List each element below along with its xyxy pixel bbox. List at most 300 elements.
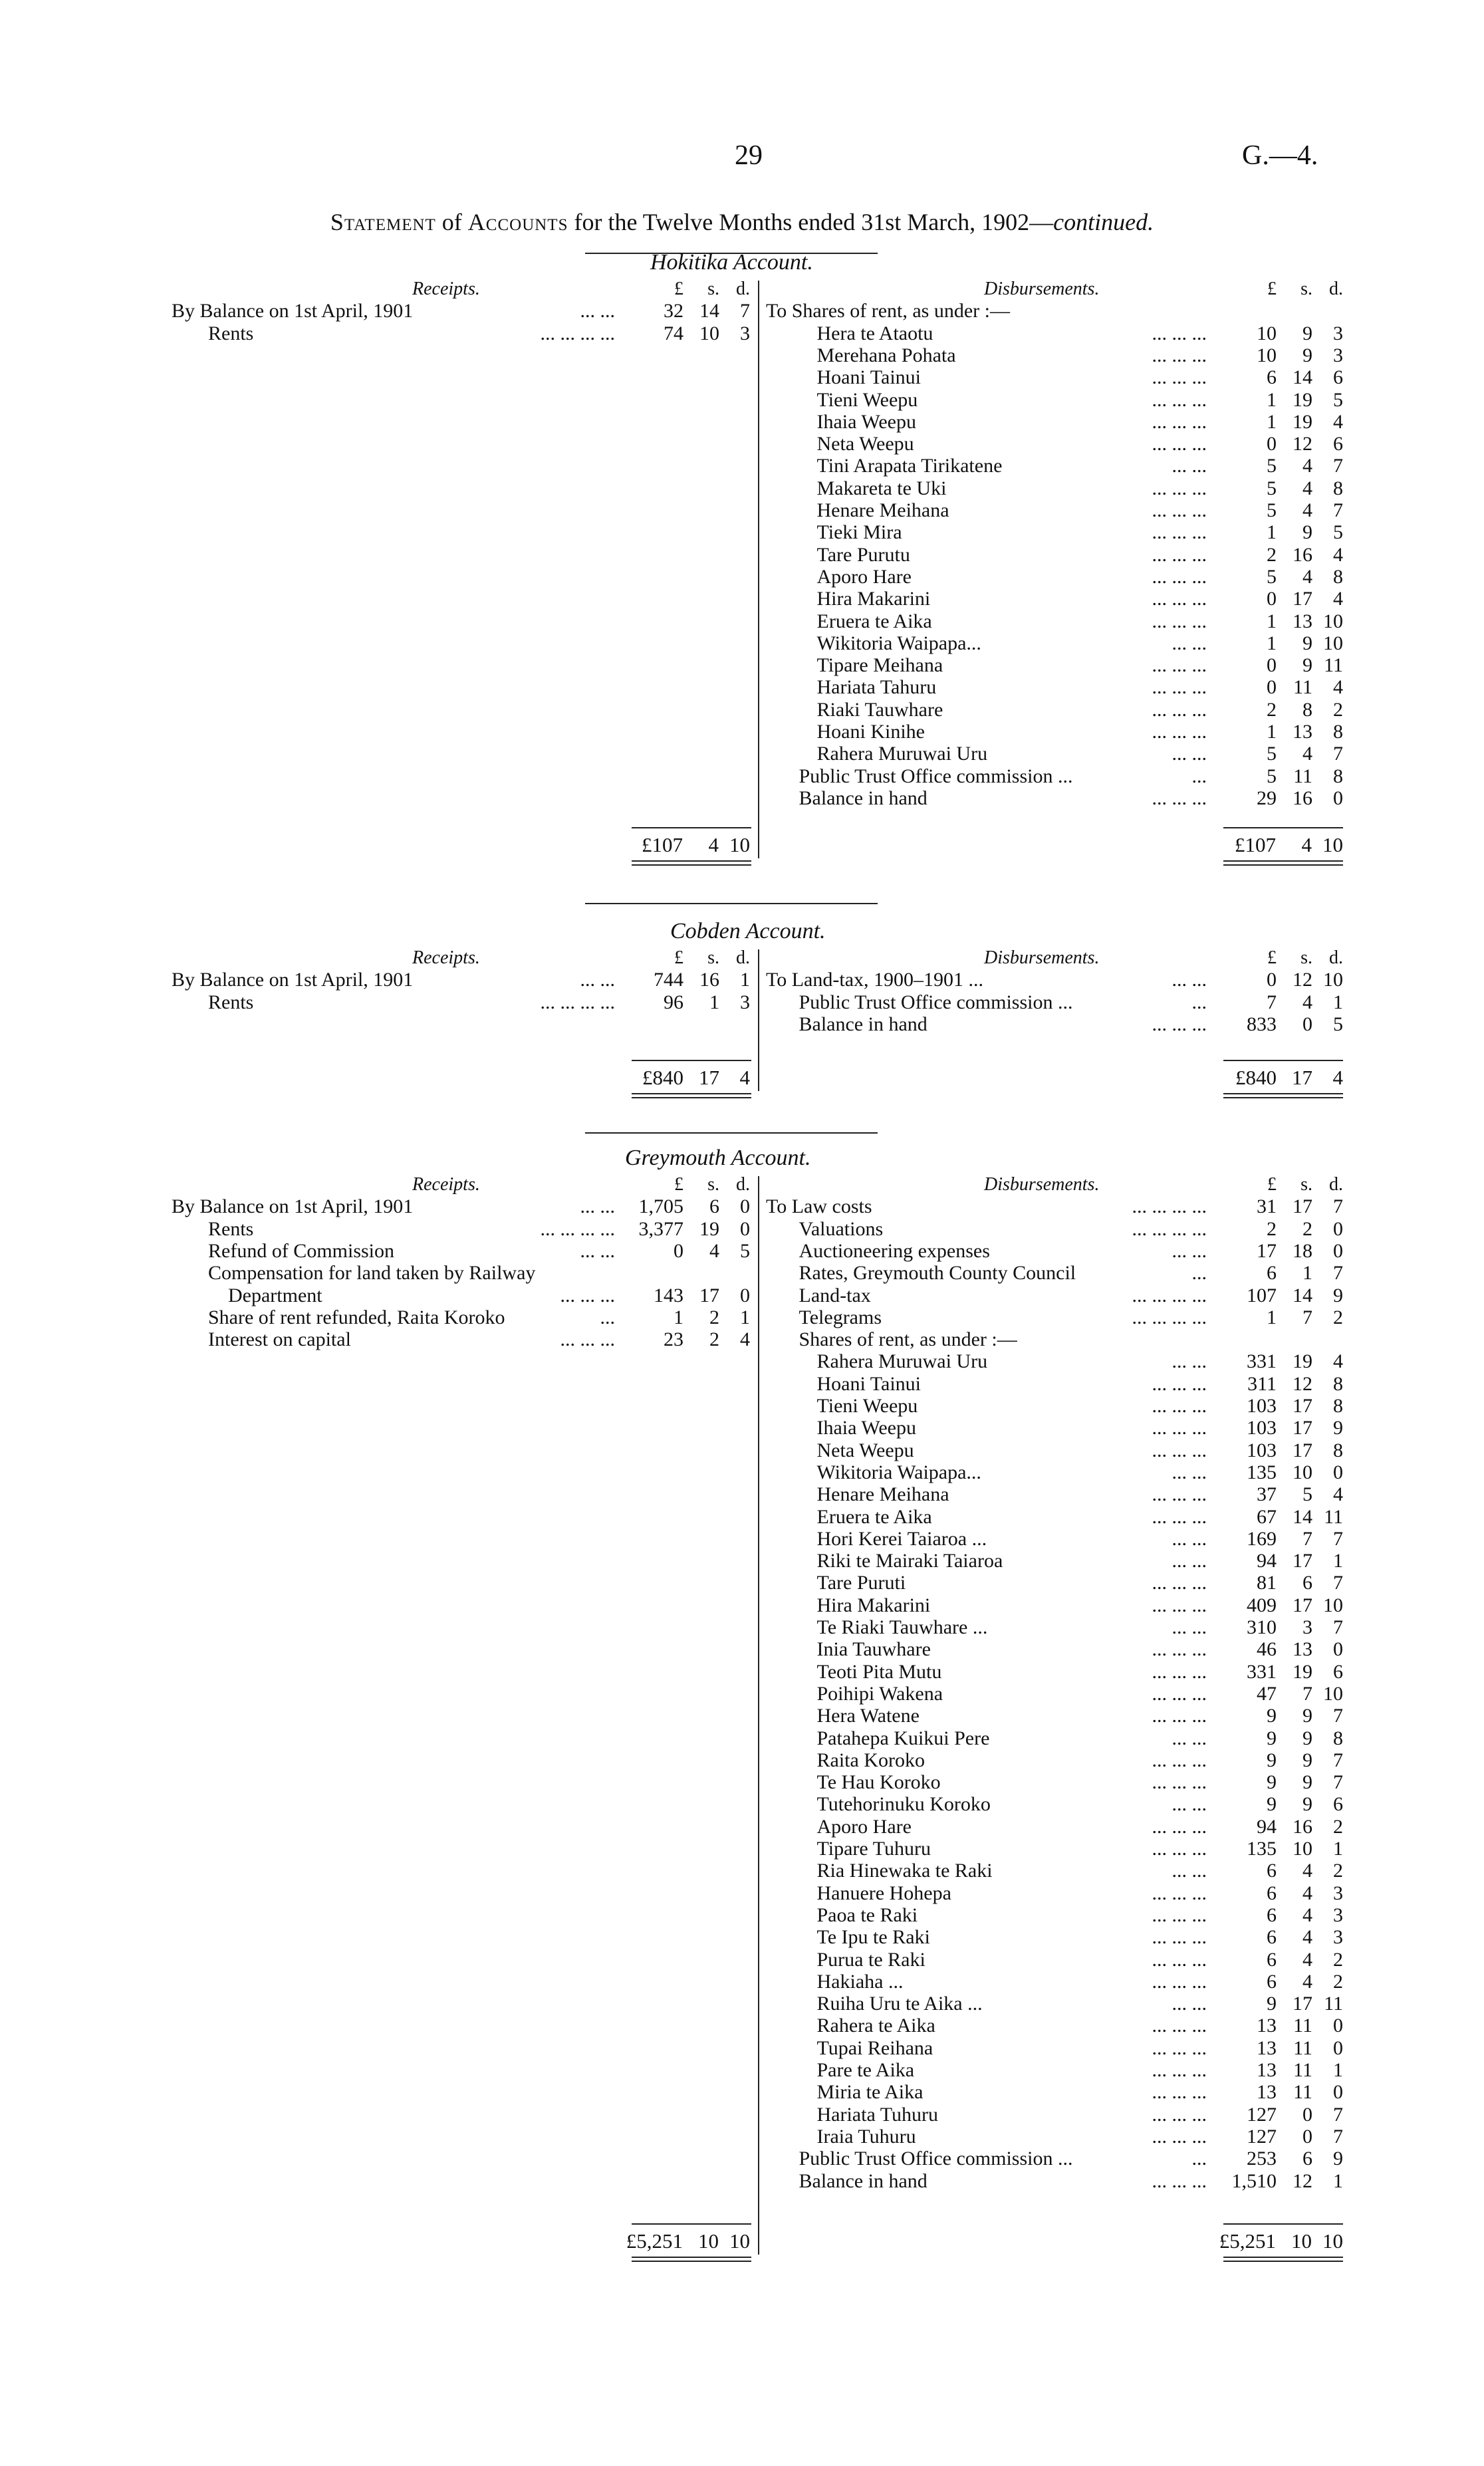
hokitika-disbursement-amount: [1237, 499, 1343, 521]
cobden-column-rule: [758, 949, 759, 1091]
greymouth-disbursement-label: Tieni Weepu: [816, 1395, 918, 1417]
hokitika-disbursement-amount-shillings: 14: [1293, 366, 1312, 389]
hokitika-disbursement-leader: ... ... ...: [1152, 388, 1207, 411]
cobden-disbursement-amount-pounds: 0: [1267, 969, 1277, 991]
hokitika-disbursement-amount-shillings: 9: [1302, 632, 1312, 654]
greymouth-disbursement-amount-pounds: 6: [1267, 1262, 1277, 1285]
cobden-disbursement-leader: ...: [1191, 991, 1207, 1013]
hokitika-disbursement-amount-pounds: 5: [1267, 565, 1277, 588]
hokitika-disbursement-amount-pounds: 2: [1267, 543, 1277, 566]
hokitika-disbursement-label: Tieki Mira: [816, 521, 902, 544]
greymouth-receipt-amount-pounds: 23: [664, 1328, 683, 1351]
hokitika-disbursement-amount-pounds: 5: [1267, 477, 1277, 499]
greymouth-disbursement-label: Te Hau Koroko: [816, 1771, 941, 1794]
greymouth-receipt-amount-pence: 5: [740, 1239, 750, 1262]
greymouth-disbursement-amount: [1237, 1838, 1343, 1860]
hokitika-disbursement-amount-shillings: 4: [1302, 477, 1312, 499]
greymouth-disbursement-amount-pounds: 1,510: [1231, 2169, 1277, 2192]
greymouth-disbursement-amount-pence: 3: [1333, 1904, 1343, 1926]
greymouth-disbursement-amount: [1237, 1882, 1343, 1904]
greymouth-disbursement-leader: ... ...: [1172, 1727, 1207, 1749]
greymouth-disbursement-amount-shillings: 17: [1293, 1195, 1312, 1218]
hokitika-disbursement-label: To Shares of rent, as under :—: [766, 300, 1010, 322]
greymouth-disbursement-amount: [1237, 1705, 1343, 1727]
hokitika-disbursement-amount: [1237, 544, 1343, 566]
hokitika-disbursement-amount-pounds: 0: [1267, 676, 1277, 699]
greymouth-disbursement-amount-pounds: 94: [1257, 1815, 1277, 1838]
hokitika-disbursement-leader: ... ... ...: [1152, 588, 1207, 610]
greymouth-disbursement-leader: ... ... ...: [1152, 2169, 1207, 2192]
greymouth-disbursement-amount-shillings: 3: [1302, 1616, 1312, 1638]
greymouth-disbursement-leader: ... ... ...: [1152, 1395, 1207, 1417]
greymouth-receipt-amount-pounds: 0: [674, 1239, 683, 1262]
statement-title: [0, 211, 1484, 233]
greymouth-disbursement-amount-pounds: 9: [1267, 1993, 1277, 2015]
hokitika-disbursement-amount-pounds: 10: [1257, 344, 1277, 366]
hokitika-receipt-amount-shillings: 10: [699, 322, 719, 344]
greymouth-receipt-amount-pence: 4: [740, 1328, 750, 1351]
hokitika-disbursement-amount-pounds: 5: [1267, 765, 1277, 787]
greymouth-disbursement-amount-shillings: 7: [1302, 1682, 1312, 1705]
hokitika-disbursement-amount-pounds: 29: [1257, 787, 1277, 809]
hokitika-disbursement-amount-shillings: 4: [1302, 743, 1312, 765]
hokitika-disbursement-amount: [1237, 389, 1343, 411]
hokitika-disbursement-amount-pence: 0: [1333, 787, 1343, 809]
greymouth-disbursement-leader: ... ... ...: [1152, 1815, 1207, 1838]
greymouth-receipt-label: Share of rent refunded, Raita Koroko: [208, 1306, 505, 1328]
greymouth-disbursement-leader: ... ... ...: [1152, 1749, 1207, 1771]
greymouth-disbursement-amount-shillings: 17: [1293, 1395, 1312, 1417]
hokitika-disbursement-amount: [1237, 455, 1343, 477]
hokitika-disbursement-amount-shillings: 11: [1293, 676, 1312, 699]
hokitika-disbursement-label: Wikitoria Waipapa...: [816, 632, 981, 654]
greymouth-disbursement-amount-pence: 7: [1333, 1572, 1343, 1594]
greymouth-disbursement-leader: ... ...: [1172, 1350, 1207, 1373]
greymouth-disbursement-amount-pounds: 103: [1247, 1417, 1277, 1439]
cobden-disbursements-heading-pence: d.: [1329, 947, 1343, 968]
greymouth-receipt-label: Rents: [208, 1217, 254, 1240]
greymouth-disbursement-amount-shillings: 12: [1293, 1372, 1312, 1395]
greymouth-disbursements-total-pounds: £5,251: [1219, 2229, 1276, 2253]
greymouth-disbursement-amount-shillings: 4: [1302, 1926, 1312, 1949]
greymouth-disbursement-amount-pence: 1: [1333, 2059, 1343, 2081]
greymouth-disbursement-amount-pence: 3: [1333, 1926, 1343, 1949]
greymouth-disbursement-amount: [1237, 1350, 1343, 1372]
greymouth-disbursement-leader: ... ... ...: [1152, 1483, 1207, 1506]
greymouth-disbursement-amount-pence: 10: [1323, 1682, 1343, 1705]
greymouth-disbursement-amount-pence: 7: [1333, 1705, 1343, 1727]
cobden-receipts-total: [642, 1066, 750, 1088]
hokitika-disbursement-amount-pence: 2: [1333, 698, 1343, 721]
hokitika-receipt-leader: ... ... ... ...: [540, 322, 615, 344]
greymouth-disbursement-leader: ... ... ... ...: [1132, 1217, 1207, 1240]
hokitika-disbursement-amount-pounds: 1: [1267, 388, 1277, 411]
greymouth-disbursement-amount-pounds: 331: [1247, 1660, 1277, 1683]
hokitika-disbursement-label: Eruera te Aika: [816, 610, 932, 632]
greymouth-disbursement-amount-pence: 4: [1333, 1483, 1343, 1506]
greymouth-disbursement-amount: [1232, 2170, 1344, 2192]
greymouth-disbursement-amount-pence: 3: [1333, 1882, 1343, 1904]
greymouth-disbursement-amount-shillings: 9: [1302, 1771, 1312, 1794]
greymouth-disbursement-amount: [1237, 1793, 1343, 1815]
hokitika-disbursement-amount-shillings: 4: [1302, 565, 1312, 588]
cobden-receipt-amount-shillings: 16: [699, 969, 719, 991]
greymouth-disbursement-leader: ... ... ...: [1152, 1417, 1207, 1439]
hokitika-disbursement-amount: [1237, 521, 1343, 543]
cobden-disbursements-total-pounds: £840: [1235, 1066, 1277, 1089]
greymouth-disbursement-amount-shillings: 2: [1302, 1217, 1312, 1240]
hokitika-disbursement-amount-pence: 7: [1333, 455, 1343, 477]
greymouth-disbursement-amount-shillings: 14: [1293, 1505, 1312, 1528]
hokitika-disbursement-label: Ihaia Weepu: [816, 410, 916, 433]
greymouth-disbursement-amount-shillings: 4: [1302, 1904, 1312, 1926]
cobden-disbursements-total-double-rule: [1223, 1093, 1343, 1098]
greymouth-disbursement-amount-pence: 1: [1333, 2169, 1343, 2192]
hokitika-disbursement-amount-pence: 10: [1323, 610, 1343, 632]
hokitika-disbursement-label: Merehana Pohata: [816, 344, 956, 366]
greymouth-disbursement-amount-pence: 7: [1333, 1616, 1343, 1638]
hokitika-disbursement-label: Makareta te Uki: [816, 477, 947, 499]
greymouth-disbursement-amount: [1237, 1904, 1343, 1926]
greymouth-disbursement-amount-pence: 0: [1333, 1239, 1343, 1262]
hokitika-disbursement-amount-pence: 7: [1333, 499, 1343, 521]
greymouth-disbursement-amount-pounds: 331: [1247, 1350, 1277, 1373]
greymouth-receipts-total: [626, 2230, 750, 2252]
greymouth-disbursement-amount-pounds: 169: [1247, 1527, 1277, 1550]
greymouth-disbursement-amount-pounds: 6: [1267, 1860, 1277, 1882]
greymouth-disbursement-label: Hanuere Hohepa: [816, 1882, 951, 1904]
hokitika-disbursement-amount: [1237, 676, 1343, 698]
cobden-separator-rule: [585, 903, 878, 904]
greymouth-disbursement-amount-pence: 11: [1324, 1505, 1343, 1528]
hokitika-receipts-lsd-heading: [644, 278, 750, 300]
greymouth-receipts-heading-pounds: £: [674, 1174, 683, 1195]
cobden-receipts-total-pence: 4: [739, 1066, 750, 1089]
cobden-receipt-amount-pence: 1: [740, 969, 750, 991]
greymouth-receipts-lsd-heading: [644, 1173, 750, 1195]
greymouth-disbursement-amount-shillings: 18: [1293, 1239, 1312, 1262]
greymouth-disbursement-amount-pence: 7: [1333, 1262, 1343, 1285]
cobden-receipts-lsd-heading: [644, 947, 750, 969]
hokitika-disbursement-amount-pence: 4: [1333, 410, 1343, 433]
cobden-account-title: Cobden Account.: [670, 919, 826, 943]
greymouth-disbursement-amount-shillings: 11: [1293, 2081, 1312, 2104]
greymouth-disbursement-amount: [1237, 1306, 1343, 1328]
title-word-of: of: [441, 209, 462, 235]
hokitika-disbursement-amount-pence: 11: [1324, 654, 1343, 677]
cobden-disbursements-heading-shillings: s.: [1300, 947, 1312, 968]
greymouth-disbursement-leader: ... ... ...: [1152, 1638, 1207, 1661]
greymouth-disbursement-amount-pence: 8: [1333, 1395, 1343, 1417]
hokitika-disbursement-amount: [1237, 654, 1343, 676]
greymouth-disbursement-label: Iraia Tuhuru: [816, 2125, 916, 2148]
greymouth-disbursement-label: Shares of rent, as under :—: [799, 1328, 1017, 1351]
hokitika-receipt-amount-pounds: 74: [664, 322, 683, 344]
hokitika-disbursement-amount-pounds: 1: [1267, 610, 1277, 632]
greymouth-disbursement-amount-pence: 8: [1333, 1372, 1343, 1395]
greymouth-disbursement-amount-pence: 9: [1333, 2148, 1343, 2170]
greymouth-receipts-sum-rule: [632, 2223, 751, 2225]
greymouth-disbursement-label: Inia Tauwhare: [816, 1638, 931, 1661]
greymouth-receipt-label: Interest on capital: [208, 1328, 351, 1351]
hokitika-disbursements-total-pounds: £107: [1235, 833, 1276, 856]
greymouth-disbursement-amount-pence: 0: [1333, 1638, 1343, 1661]
hokitika-disbursement-amount-shillings: 9: [1302, 521, 1312, 544]
greymouth-disbursement-amount: [1237, 1461, 1343, 1483]
hokitika-disbursement-amount: [1237, 765, 1343, 787]
greymouth-disbursement-amount-pence: 2: [1333, 1970, 1343, 1993]
hokitika-receipt-label: Rents: [208, 322, 254, 344]
greymouth-disbursement-amount-shillings: 9: [1302, 1749, 1312, 1771]
greymouth-disbursement-amount-shillings: 14: [1293, 1284, 1312, 1306]
greymouth-disbursement-label: Paoa te Raki: [816, 1904, 918, 1926]
greymouth-disbursements-lsd-heading: [1237, 1173, 1343, 1195]
hokitika-disbursement-label: Hera te Ataotu: [816, 322, 933, 344]
hokitika-disbursement-amount-shillings: 17: [1293, 588, 1312, 610]
greymouth-receipt-amount-shillings: 4: [709, 1239, 719, 1262]
greymouth-disbursement-amount-shillings: 6: [1302, 1572, 1312, 1594]
hokitika-disbursement-amount-shillings: 9: [1302, 322, 1312, 344]
greymouth-disbursement-label: Rahera te Aika: [816, 2015, 935, 2037]
hokitika-disbursements-total-double-rule: [1223, 860, 1343, 866]
greymouth-disbursement-amount-pence: 9: [1333, 1417, 1343, 1439]
hokitika-disbursements-lsd-heading: [1237, 278, 1343, 300]
hokitika-disbursements-sum-rule: [1223, 827, 1343, 828]
greymouth-separator-rule: [585, 1132, 878, 1134]
cobden-receipts-heading: Receipts.: [412, 947, 480, 968]
hokitika-receipts-total-pence: 10: [729, 833, 750, 856]
greymouth-disbursement-amount-pounds: 6: [1267, 1926, 1277, 1949]
hokitika-disbursements-heading: Disbursements.: [984, 279, 1100, 299]
cobden-disbursement-amount-shillings: 0: [1302, 1013, 1312, 1035]
greymouth-disbursement-amount: [1237, 1727, 1343, 1749]
cobden-receipt-label: Rents: [208, 991, 254, 1013]
greymouth-receipt-amount-shillings: 17: [699, 1284, 719, 1306]
hokitika-disbursement-amount-pence: 10: [1323, 632, 1343, 654]
cobden-receipt-leader: ... ...: [580, 969, 615, 991]
hokitika-disbursement-label: Tare Purutu: [816, 543, 910, 566]
greymouth-disbursement-leader: ... ...: [1172, 1550, 1207, 1572]
greymouth-disbursement-amount-shillings: 11: [1293, 2059, 1312, 2081]
greymouth-account-title: Greymouth Account.: [625, 1146, 811, 1170]
greymouth-disbursement-leader: ...: [1191, 2148, 1207, 2170]
greymouth-disbursement-amount: [1237, 1661, 1343, 1683]
greymouth-disbursement-label: Eruera te Aika: [816, 1505, 932, 1528]
hokitika-disbursement-amount-shillings: 16: [1293, 787, 1312, 809]
greymouth-disbursement-amount-pence: 7: [1333, 2125, 1343, 2148]
greymouth-disbursements-sum-rule: [1223, 2223, 1343, 2225]
greymouth-disbursement-label: Tupai Reihana: [816, 2036, 933, 2059]
hokitika-receipts-total-pounds: £107: [642, 833, 683, 856]
hokitika-disbursement-amount: [1237, 632, 1343, 654]
greymouth-disbursements-heading-pounds: £: [1267, 1174, 1277, 1195]
hokitika-disbursement-leader: ... ... ...: [1152, 433, 1207, 455]
hokitika-disbursement-amount: [1237, 477, 1343, 499]
greymouth-disbursement-amount-pence: 0: [1333, 1461, 1343, 1483]
greymouth-disbursement-label: Telegrams: [799, 1306, 882, 1328]
hokitika-disbursement-amount-pence: 3: [1333, 344, 1343, 366]
greymouth-disbursement-amount-pence: 2: [1333, 1306, 1343, 1328]
cobden-disbursement-amount: [1237, 969, 1343, 991]
cobden-disbursement-label: To Land-tax, 1900–1901 ...: [766, 969, 984, 991]
greymouth-disbursement-leader: ... ...: [1172, 1993, 1207, 2015]
greymouth-receipts-heading: Receipts.: [412, 1174, 480, 1195]
page-number: 29: [735, 140, 763, 171]
hokitika-disbursement-leader: ... ... ...: [1152, 721, 1207, 743]
greymouth-receipt-amount-pence: 0: [740, 1217, 750, 1240]
hokitika-disbursement-amount: [1237, 588, 1343, 610]
greymouth-disbursement-amount-shillings: 5: [1302, 1483, 1312, 1506]
greymouth-disbursement-amount: [1237, 1816, 1343, 1838]
greymouth-receipt-amount-pounds: 1: [674, 1306, 683, 1328]
hokitika-receipts-heading-pounds: £: [674, 279, 683, 299]
hokitika-disbursement-amount-pence: 8: [1333, 565, 1343, 588]
hokitika-disbursement-amount-pounds: 0: [1267, 433, 1277, 455]
hokitika-disbursement-amount: [1237, 322, 1343, 344]
greymouth-disbursement-amount-pence: 11: [1324, 1993, 1343, 2015]
hokitika-disbursement-leader: ... ... ...: [1152, 499, 1207, 521]
greymouth-disbursement-label: Raita Koroko: [816, 1749, 925, 1771]
greymouth-disbursement-leader: ... ... ...: [1152, 2125, 1207, 2148]
hokitika-receipts-heading-pence: d.: [736, 279, 750, 299]
hokitika-receipt-amount: [644, 322, 750, 344]
hokitika-disbursement-amount: [1237, 366, 1343, 388]
cobden-disbursements-lsd-heading: [1237, 947, 1343, 969]
hokitika-disbursement-amount-shillings: 19: [1293, 410, 1312, 433]
greymouth-disbursement-amount-shillings: 9: [1302, 1727, 1312, 1749]
greymouth-disbursement-label: Hoani Tainui: [816, 1372, 921, 1395]
greymouth-disbursement-amount: [1237, 2037, 1343, 2059]
greymouth-disbursement-label: Rates, Greymouth County Council: [799, 1262, 1076, 1285]
hokitika-disbursement-amount-pounds: 5: [1267, 455, 1277, 477]
hokitika-disbursement-leader: ... ... ...: [1152, 676, 1207, 699]
hokitika-disbursement-amount: [1237, 433, 1343, 455]
greymouth-disbursement-leader: ... ... ...: [1152, 1882, 1207, 1904]
greymouth-disbursement-amount-pounds: 253: [1247, 2148, 1277, 2170]
greymouth-disbursement-leader: ... ...: [1172, 1527, 1207, 1550]
cobden-receipts-sum-rule: [632, 1060, 751, 1061]
hokitika-receipts-total-shillings: 4: [708, 833, 719, 856]
greymouth-disbursement-label: Ruiha Uru te Aika ...: [816, 1993, 983, 2015]
hokitika-receipts-sum-rule: [632, 827, 751, 828]
greymouth-disbursement-amount: [1237, 1417, 1343, 1439]
greymouth-receipt-label: Compensation for land taken by Railway: [208, 1262, 536, 1285]
greymouth-disbursement-label: Balance in hand: [799, 2169, 928, 2192]
hokitika-disbursement-amount-shillings: 8: [1302, 698, 1312, 721]
greymouth-disbursement-label: Hakiaha ...: [816, 1970, 904, 1993]
greymouth-disbursement-label: Pare te Aika: [816, 2059, 915, 2081]
greymouth-disbursement-amount: [1237, 1594, 1343, 1616]
hokitika-disbursement-leader: ... ... ...: [1152, 787, 1207, 809]
greymouth-disbursement-amount-pence: 6: [1333, 1793, 1343, 1816]
greymouth-receipts-total-pounds: £5,251: [626, 2229, 683, 2253]
greymouth-disbursement-amount-shillings: 17: [1293, 1417, 1312, 1439]
hokitika-disbursement-amount-pounds: 1: [1267, 521, 1277, 544]
hokitika-receipts-total: [642, 834, 750, 856]
hokitika-disbursement-label: Hariata Tahuru: [816, 676, 937, 699]
cobden-disbursement-leader: ... ... ...: [1152, 1013, 1207, 1035]
greymouth-disbursement-label: Hariata Tuhuru: [816, 2103, 938, 2126]
hokitika-column-rule: [758, 281, 759, 858]
greymouth-disbursements-total: [1219, 2230, 1343, 2252]
greymouth-disbursement-label: Tutehorinuku Koroko: [816, 1793, 991, 1816]
cobden-disbursements-sum-rule: [1223, 1060, 1343, 1061]
greymouth-disbursement-amount-pence: 7: [1333, 1771, 1343, 1794]
greymouth-disbursement-amount-pounds: 127: [1247, 2125, 1277, 2148]
greymouth-disbursement-amount-shillings: 17: [1293, 1439, 1312, 1461]
greymouth-disbursement-amount-pence: 4: [1333, 1350, 1343, 1373]
hokitika-disbursement-label: Riaki Tauwhare: [816, 698, 943, 721]
hokitika-disbursement-label: Public Trust Office commission ...: [799, 765, 1073, 787]
hokitika-disbursement-label: Hoani Tainui: [816, 366, 921, 389]
hokitika-disbursement-label: Hoani Kinihe: [816, 721, 925, 743]
greymouth-disbursement-leader: ... ...: [1172, 1616, 1207, 1638]
greymouth-receipt-amount-shillings: 19: [699, 1217, 719, 1240]
hokitika-disbursements-total-pence: 10: [1322, 833, 1343, 856]
greymouth-disbursement-amount-pence: 2: [1333, 1815, 1343, 1838]
greymouth-disbursement-amount-shillings: 17: [1293, 1550, 1312, 1572]
greymouth-disbursement-amount-shillings: 11: [1293, 2015, 1312, 2037]
greymouth-disbursement-amount: [1237, 1528, 1343, 1550]
cobden-receipt-amount-pounds: 96: [664, 991, 683, 1013]
greymouth-receipt-amount-shillings: 2: [709, 1328, 719, 1351]
hokitika-receipt-label: By Balance on 1st April, 1901: [172, 300, 414, 322]
greymouth-disbursement-amount-shillings: 7: [1302, 1527, 1312, 1550]
greymouth-disbursement-amount-pounds: 9: [1267, 1749, 1277, 1771]
greymouth-receipt-amount-pence: 0: [740, 1195, 750, 1218]
hokitika-receipt-amount-pence: 7: [740, 300, 750, 322]
hokitika-disbursement-amount-pounds: 6: [1267, 366, 1277, 389]
hokitika-disbursement-amount-shillings: 9: [1302, 654, 1312, 677]
hokitika-disbursement-label: Aporo Hare: [816, 565, 912, 588]
greymouth-disbursement-label: Neta Weepu: [816, 1439, 914, 1461]
greymouth-disbursement-amount-shillings: 10: [1293, 1461, 1312, 1483]
greymouth-disbursement-amount-shillings: 16: [1293, 1815, 1312, 1838]
greymouth-column-rule: [758, 1176, 759, 2255]
greymouth-disbursement-leader: ... ... ...: [1152, 1705, 1207, 1727]
cobden-disbursements-total: [1235, 1066, 1343, 1088]
greymouth-disbursement-amount-shillings: 0: [1302, 2125, 1312, 2148]
greymouth-disbursement-amount: [1237, 1993, 1343, 2015]
greymouth-disbursement-amount-pounds: 127: [1247, 2103, 1277, 2126]
cobden-receipts-total-shillings: 17: [699, 1066, 719, 1089]
greymouth-receipt-leader: ... ... ...: [560, 1328, 615, 1351]
greymouth-receipt-amount: [644, 1306, 750, 1328]
hokitika-disbursement-amount-pounds: 5: [1267, 499, 1277, 521]
greymouth-receipt-amount: [644, 1328, 750, 1350]
cobden-disbursement-amount-pence: 1: [1333, 991, 1343, 1013]
greymouth-receipt-amount-shillings: 6: [709, 1195, 719, 1218]
greymouth-disbursement-amount: [1237, 2148, 1343, 2169]
greymouth-disbursement-leader: ... ... ...: [1152, 1572, 1207, 1594]
greymouth-disbursement-leader: ... ... ...: [1152, 2081, 1207, 2104]
greymouth-disbursement-amount-shillings: 12: [1293, 2169, 1312, 2192]
hokitika-disbursement-amount-shillings: 11: [1293, 765, 1312, 787]
greymouth-disbursement-amount: [1237, 1439, 1343, 1461]
greymouth-disbursement-leader: ... ... ...: [1152, 1372, 1207, 1395]
greymouth-disbursement-label: Auctioneering expenses: [799, 1239, 990, 1262]
greymouth-disbursement-leader: ... ... ... ...: [1132, 1306, 1207, 1328]
greymouth-disbursement-amount-pounds: 409: [1247, 1594, 1277, 1616]
greymouth-disbursement-amount: [1237, 2081, 1343, 2103]
greymouth-disbursement-amount-pence: 0: [1333, 2015, 1343, 2037]
greymouth-disbursement-amount: [1237, 1926, 1343, 1948]
greymouth-receipt-amount: [644, 1240, 750, 1262]
series-code: G.—4.: [1242, 140, 1318, 171]
hokitika-disbursement-amount-shillings: 9: [1302, 344, 1312, 366]
hokitika-disbursement-amount-shillings: 12: [1293, 433, 1312, 455]
cobden-disbursement-amount: [1237, 991, 1343, 1013]
